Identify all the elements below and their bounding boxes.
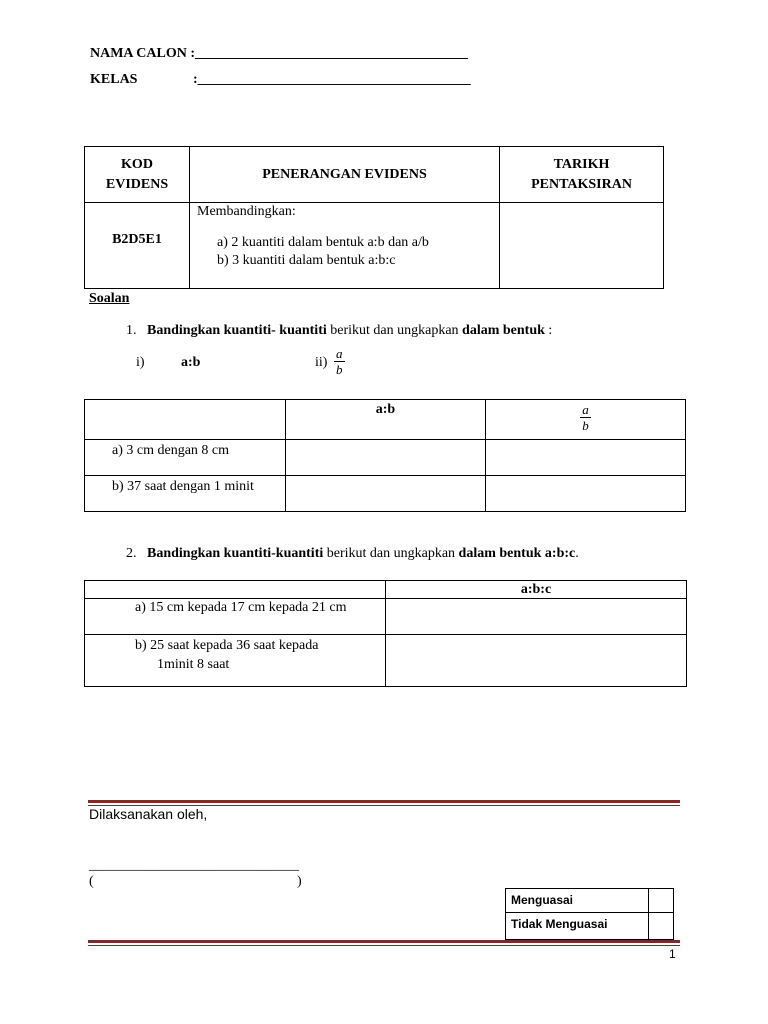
q1-header-empty	[85, 400, 286, 440]
q1-row-a-ab-answer[interactable]	[286, 440, 486, 476]
tidak-menguasai-checkbox[interactable]	[649, 913, 674, 940]
nama-calon-label: NAMA CALON :_______________________________________	[90, 46, 468, 61]
menguasai-checkbox[interactable]	[649, 889, 674, 913]
q1-header-ab: a:b	[286, 400, 486, 440]
soalan-label: Soalan	[89, 291, 130, 306]
q1-header-frac: $\frac{a}{b}$	[486, 400, 686, 440]
result-table	[505, 888, 674, 940]
kod-value: B2D5E1	[85, 203, 190, 289]
dilaksanakan-label: Dilaksanakan oleh,	[89, 806, 208, 822]
q2-row-a-answer[interactable]	[386, 599, 687, 635]
q2-header-empty	[85, 581, 386, 599]
kelas-label: KELAS	[90, 72, 138, 87]
tidak-menguasai-label: Tidak Menguasai	[506, 913, 649, 940]
option-i-label: i)	[136, 355, 145, 370]
paren-close: )	[297, 874, 302, 889]
menguasai-label: Menguasai	[506, 889, 649, 913]
evidence-table	[84, 146, 664, 289]
option-ii-label: ii)	[315, 355, 328, 370]
q2-row-b-answer[interactable]	[386, 635, 687, 687]
option-ii-fraction: $\frac{a}{b}$	[336, 346, 343, 377]
penerangan-cell: Membandingkan: a) 2 kuantiti dalam bentuk a:b dan a/b b) 3 kuantiti dalam bentuk a:b:c	[190, 203, 500, 289]
bottom-rule-thick	[88, 940, 680, 943]
tarikh-cell[interactable]	[500, 203, 664, 289]
q1-row-b-label: b) 37 saat dengan 1 minit	[85, 476, 286, 512]
q1-row-b-frac-answer[interactable]	[486, 476, 686, 512]
q2-header-abc: a:b:c	[386, 581, 687, 599]
option-i-value: a:b	[181, 355, 201, 370]
q1-table	[84, 399, 686, 512]
paren-open: (	[89, 874, 94, 889]
bottom-rule-thin	[88, 945, 680, 946]
signature-line[interactable]: ______________________________	[89, 858, 299, 873]
q2-row-a-label: a) 15 cm kepada 17 cm kepada 21 cm	[85, 599, 386, 635]
page-number: 1	[669, 947, 676, 961]
q2-row-b-label: b) 25 saat kepada 36 saat kepada 1minit 8 saat	[85, 635, 386, 687]
top-rule-thick	[88, 800, 680, 803]
col-kod-evidens: KOD EVIDENS	[85, 147, 190, 203]
col-penerangan-evidens: PENERANGAN EVIDENS	[190, 147, 500, 203]
nama-calon-line[interactable]: _______________________________________	[195, 46, 468, 61]
q1-row-b-ab-answer[interactable]	[286, 476, 486, 512]
question-1: 1. Bandingkan kuantiti- kuantiti berikut dan ungkapkan dalam bentuk :	[126, 323, 553, 338]
q2-table	[84, 580, 687, 687]
q1-row-a-frac-answer[interactable]	[486, 440, 686, 476]
col-tarikh-pentaksiran: TARIKH PENTAKSIRAN	[500, 147, 664, 203]
kelas-line[interactable]: :_______________________________________	[193, 72, 471, 87]
question-2: 2. Bandingkan kuantiti-kuantiti berikut dan ungkapkan dalam bentuk a:b:c.	[126, 546, 579, 561]
q1-row-a-label: a) 3 cm dengan 8 cm	[85, 440, 286, 476]
